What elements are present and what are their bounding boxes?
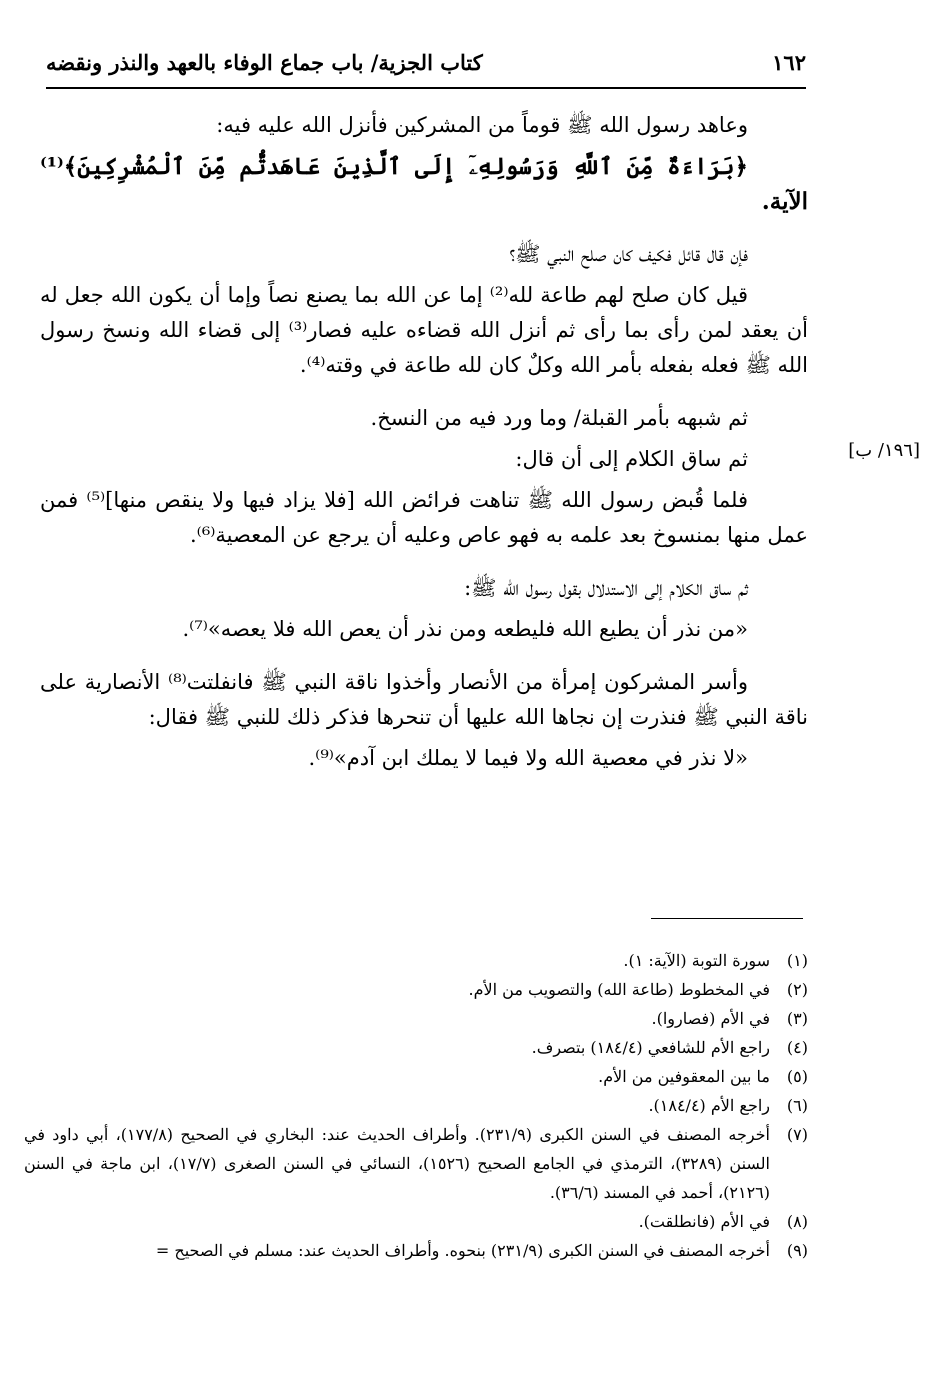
paragraph: وعاهد رسول الله ﷺ قوماً من المشركين فأنزل الله عليه فيه: [216,113,748,137]
footnote [24,946,808,975]
footnote-text: أخرجه المصنف في السنن الكبرى (٢٣١/٩). وأطراف الحديث عند: البخاري في الصحيح (١٧٧/٨)، أبي داود في السنن (٣٢٨٩)، الترمذي في الجامع الصحيح (١٥٢٦)، النسائي في السنن الصغرى (١٧/٧)، ابن ماجة في السنن (٢١٢٦)، أحمد في المسند (٣٦/٦). [24,1125,771,1202]
manuscript-folio-marker: [١٩٦/ ب] [848,440,920,461]
hadith-quote: «لا نذر في معصية الله ولا فيما لا يملك ابن آدم»⁽⁹⁾. [308,746,748,770]
footnote [24,1004,808,1033]
paragraph: فإن قال قائل فكيف كان صلح النبي ﷺ؟ [509,242,748,266]
footnote-text: راجع الأم للشافعي (١٨٤/٤) بتصرف. [531,1038,770,1057]
footnote-number: (٩) [786,1241,808,1260]
footnote [24,1236,808,1265]
footnote-number: (٣) [786,1009,808,1028]
footnote-number: (٥) [786,1067,808,1086]
page-number: ١٦٢ [772,49,806,75]
footnote-text: في الأم (فانطلقت). [638,1212,770,1231]
running-head [46,40,806,84]
paragraph: قيل كان صلح لهم طاعة لله⁽²⁾ إما عن الله بما يصنع نصاً وإما أن يكون الله جعل له أن يعقد لمن رأى بما رأى ثم أنزل الله قضاءه عليه فصار⁽³⁾ إلى قضاء الله ونسخ رسول الله ﷺ فعله بفعله بأمر الله وكلٌ كان لله طاعة في وقته⁽⁴⁾. [40,283,808,377]
footnote-text: في المخطوط (طاعة الله) والتصويب من الأم. [468,980,770,999]
paragraph: وأسر المشركون إمرأة من الأنصار وأخذوا ناقة النبي ﷺ فانفلتت⁽⁸⁾ الأنصارية على ناقة النبي ﷺ فنذرت إن نجاها الله عليها أن تنحرها فذكر ذلك للنبي ﷺ فقال: [40,670,808,729]
footnote [24,975,808,1004]
footnote-text: راجع الأم (١٨٤/٤). [648,1096,770,1115]
quran-verse: ﴿بَرَاءَةٌ مِّنَ ٱللَّهِ وَرَسُولِهِۦٓ إِلَى ٱلَّذِينَ عَاهَدتُّم مِّنَ ٱلْمُشْرِكِينَ﴾⁽¹⁾ الآية. [40,153,808,215]
hadith-quote: «من نذر أن يطيع الله فليطعه ومن نذر أن يعص الله فلا يعصه»⁽⁷⁾. [182,617,748,641]
footnote-number: (٦) [786,1096,808,1115]
footnote [24,1120,808,1207]
paragraph: فلما قُبض رسول الله ﷺ تناهت فرائض الله [فلا يزاد فيها ولا ينقص منها]⁽⁵⁾ فمن عمل منها بمنسوخ بعد علمه به فهو عاص وعليه أن يرجع عن المعصية⁽⁶⁾. [40,488,808,547]
header-rule [46,87,806,89]
footnotes [24,946,808,1265]
footnote-number: (١) [786,951,808,970]
footnote-number: (٨) [786,1212,808,1231]
footnote [24,1207,808,1236]
footnote-text: ما بين المعقوفين من الأم. [598,1067,770,1086]
paragraph: ثم شبهه بأمر القبلة/ وما ورد فيه من النسخ. [370,406,748,430]
footnote-number: (٧) [786,1125,808,1144]
footnote-text: في الأم (فصاروا). [651,1009,770,1028]
footnote [24,1062,808,1091]
footnote-text: أخرجه المصنف في السنن الكبرى (٢٣١/٩) بنحوه. وأطراف الحديث عند: مسلم في الصحيح = [155,1241,770,1260]
paragraph: ثم ساق الكلام إلى أن قال: [515,447,748,471]
footnote-number: (٤) [786,1038,808,1057]
footnote [24,1091,808,1120]
footnote-text: سورة التوبة (الآية: ١). [623,951,770,970]
main-text [40,108,808,782]
footnote [24,1033,808,1062]
footnote-separator [651,918,803,919]
chapter-title: كتاب الجزية/ باب جماع الوفاء بالعهد والنذر ونقضه [46,49,483,75]
footnote-number: (٢) [786,980,808,999]
paragraph: ثم ساق الكلام إلى الاستدلال بقول رسول الله ﷺ: [464,576,748,600]
